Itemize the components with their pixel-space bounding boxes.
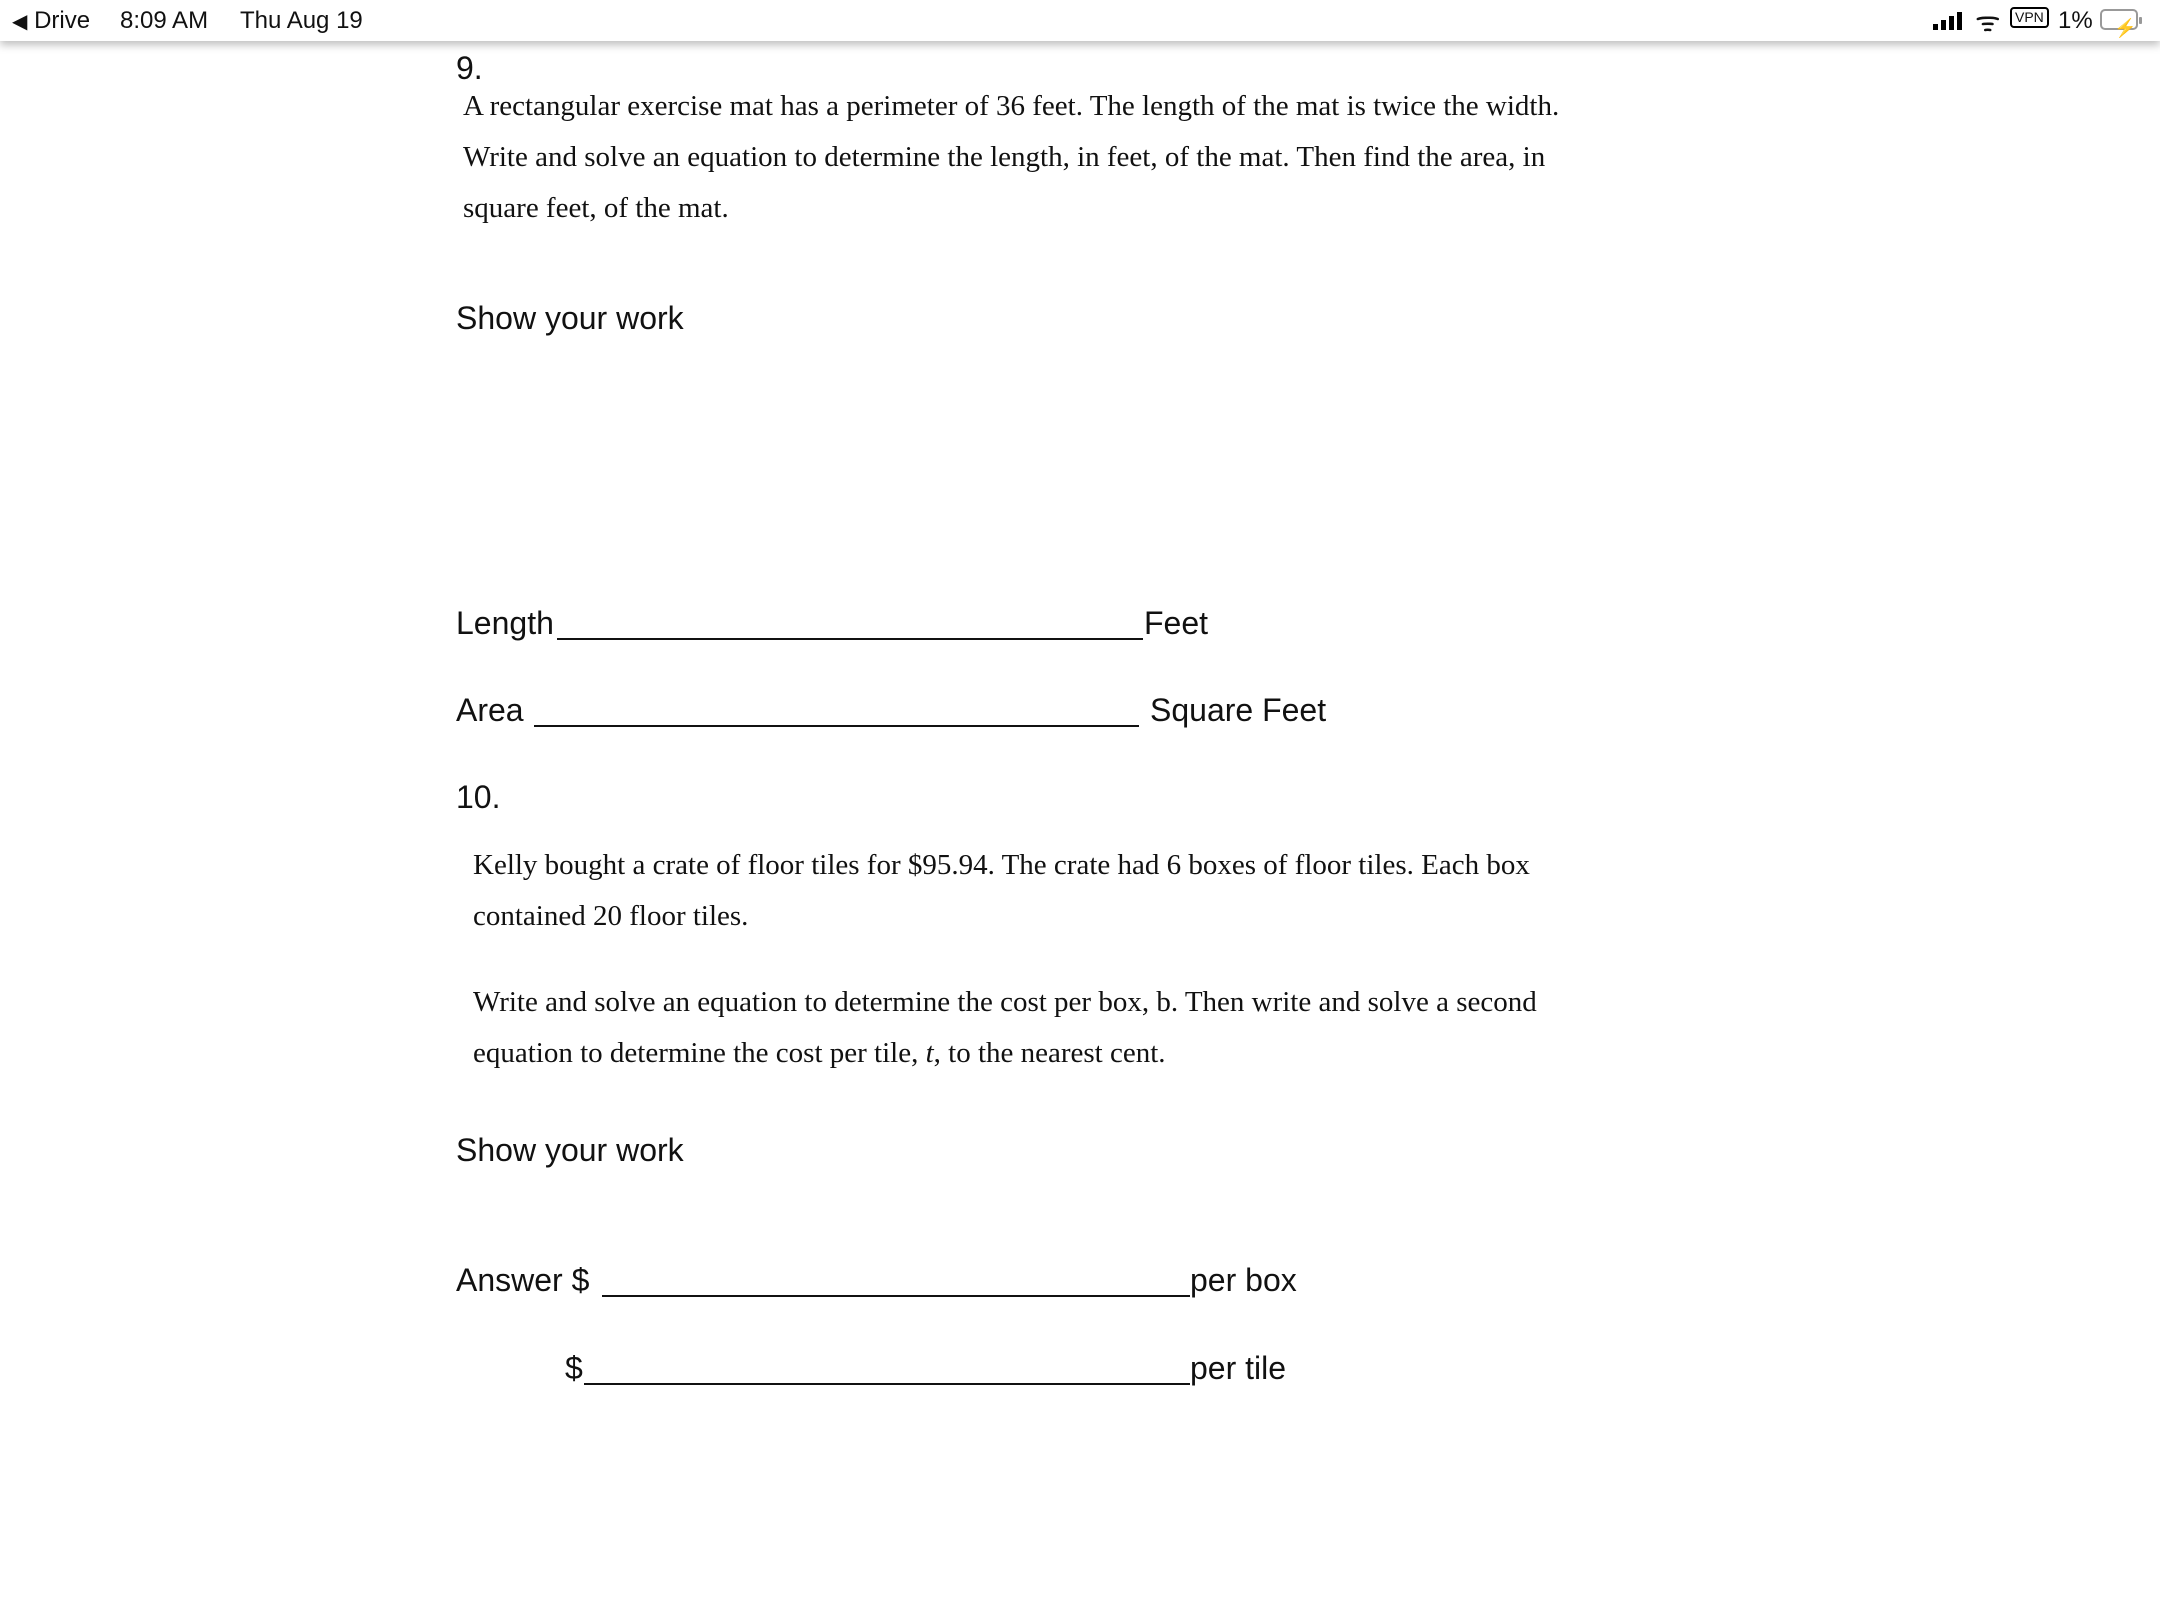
- wifi-icon: ᯤ: [1975, 6, 2001, 37]
- question-9-number: 9.: [456, 50, 483, 86]
- area-unit: Square Feet: [1150, 692, 1327, 728]
- area-answer-blank[interactable]: [534, 725, 1139, 727]
- area-label: Area: [456, 692, 524, 728]
- cellular-signal-icon: [1933, 12, 1962, 30]
- battery-charging-icon: ⚡: [2100, 9, 2138, 30]
- length-label: Length: [456, 605, 554, 641]
- per-box-unit: per box: [1190, 1262, 1297, 1298]
- q10-text-line: equation to determine the cost per tile, t, to the nearest cent.: [473, 1037, 1166, 1069]
- question-10-number: 10.: [456, 779, 501, 815]
- show-your-work-heading: Show your work: [456, 300, 684, 336]
- vpn-badge: VPN: [2010, 7, 2049, 28]
- back-arrow-icon: ◀: [12, 11, 28, 33]
- dollar-sign: $: [565, 1350, 583, 1386]
- length-answer-blank[interactable]: [557, 638, 1143, 640]
- back-to-drive[interactable]: ◀ Drive: [12, 7, 91, 34]
- per-tile-answer-blank[interactable]: [584, 1383, 1190, 1385]
- q9-text-line: A rectangular exercise mat has a perimeter of 36 feet. The length of the mat is twice the width.: [463, 90, 1560, 122]
- per-tile-unit: per tile: [1190, 1350, 1287, 1386]
- q10-text-line: Kelly bought a crate of floor tiles for $95.94. The crate had 6 boxes of floor tiles. Each box: [473, 849, 1530, 881]
- per-box-answer-blank[interactable]: [602, 1295, 1190, 1297]
- length-unit: Feet: [1144, 605, 1209, 641]
- q9-text-line: Write and solve an equation to determine the length, in feet, of the mat. Then find the area, in: [463, 141, 1546, 173]
- battery-percent: 1%: [2058, 7, 2093, 34]
- q10-text-line: Write and solve an equation to determine the cost per box, b. Then write and solve a second: [473, 986, 1537, 1018]
- q9-text-line: square feet, of the mat.: [463, 192, 729, 224]
- show-your-work-heading: Show your work: [456, 1132, 684, 1168]
- answer-label: Answer $: [456, 1262, 590, 1298]
- q10-text-line: contained 20 floor tiles.: [473, 900, 749, 932]
- status-time: 8:09 AM: [120, 7, 209, 34]
- status-date: Thu Aug 19: [240, 7, 363, 34]
- status-bar: [0, 0, 2160, 41]
